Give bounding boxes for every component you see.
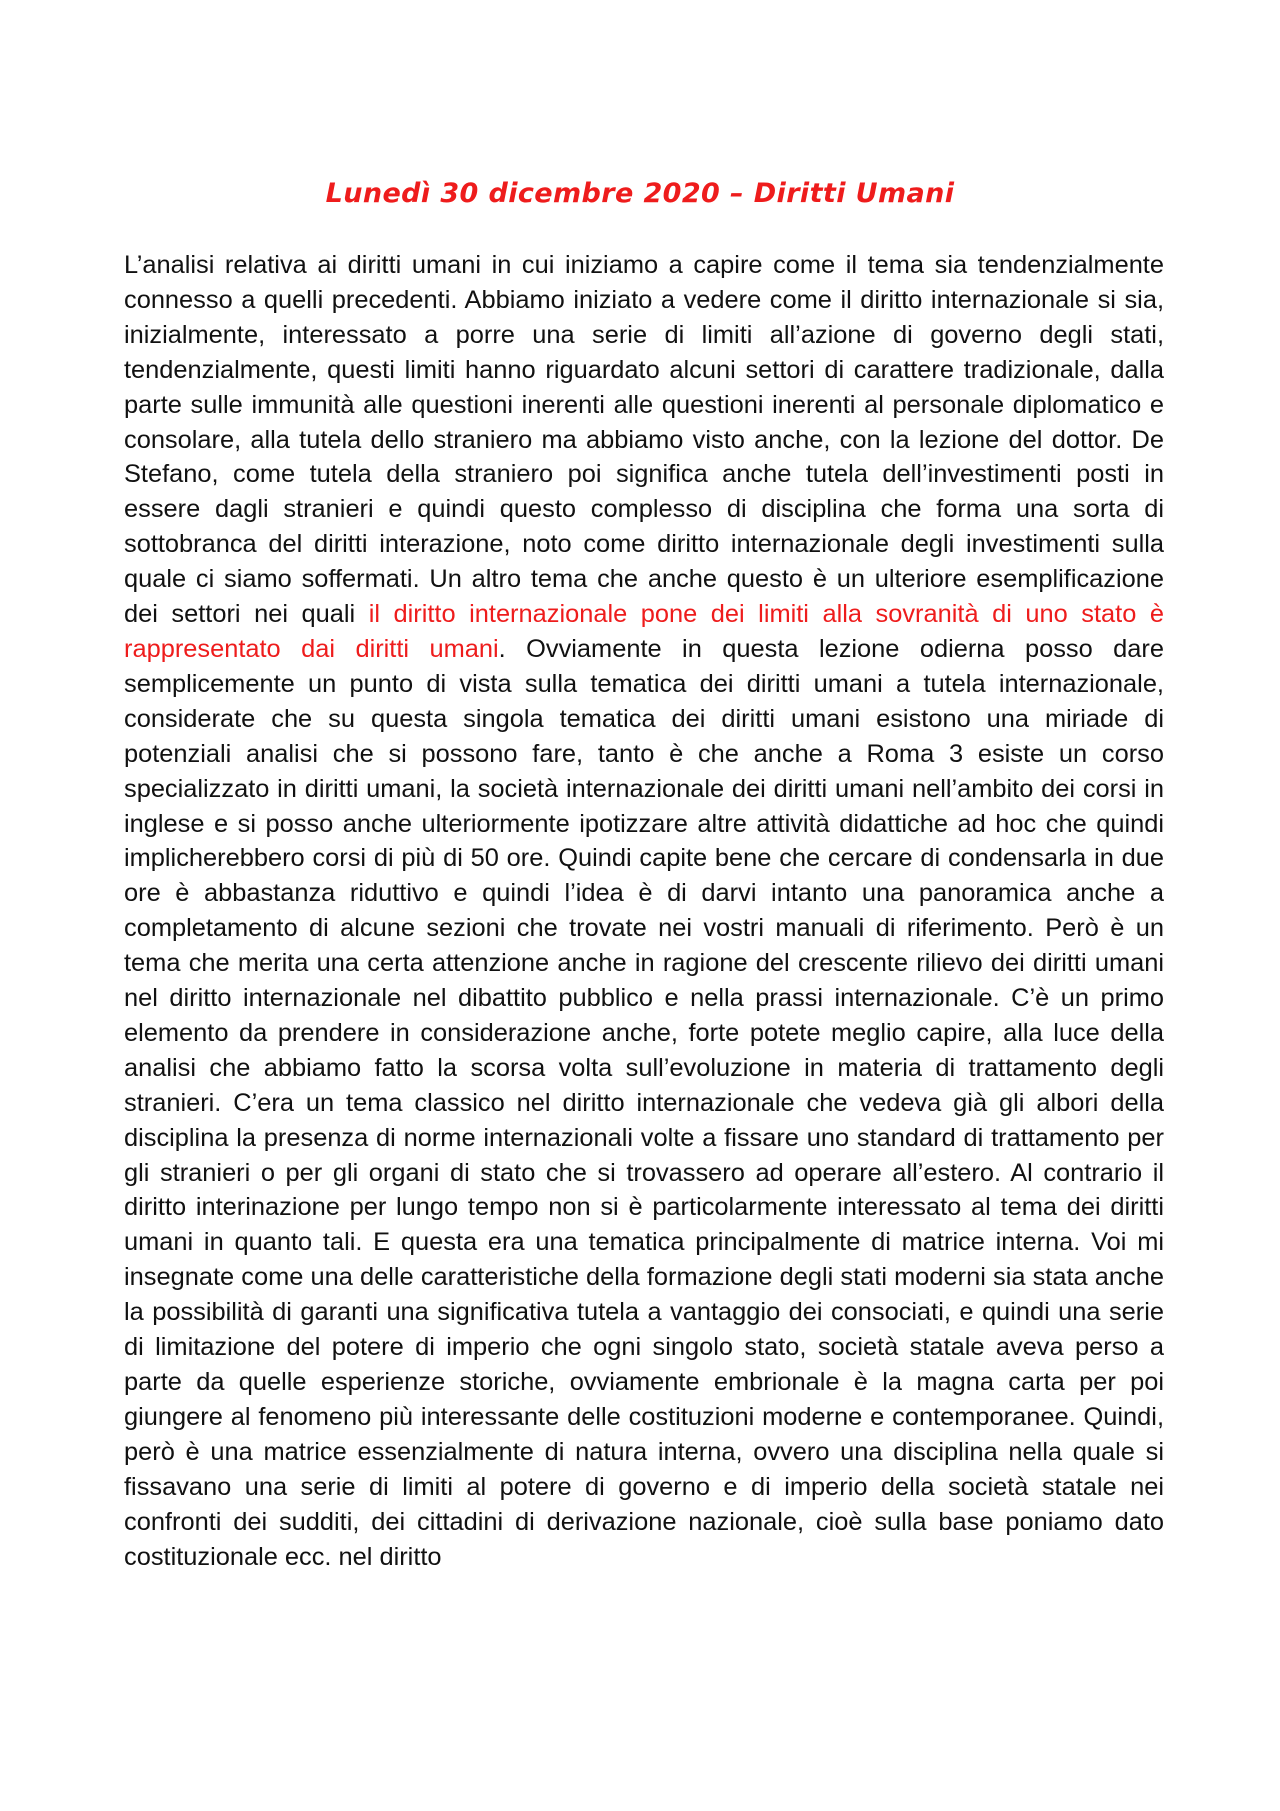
paragraph-text-end: . Ovviamente in questa lezione odierna posso dare semplicemente un punto di vista sulla tematica dei diritti umani a tutela internazionale, considerate che su questa singola tematica dei diritti umani esistono una miriade di potenziali analisi che si possono fare, tanto è che anche a Roma 3 esiste un corso specializzato in diritti umani, la società internazionale dei diritti umani nell’ambito dei corsi in inglese e si posso anche ulteriormente ipotizzare altre attività didattiche ad hoc che quindi implicherebbero corsi di più di 50 ore. Quindi capite bene che cercare di condensarla in due ore è abbastanza riduttivo e quindi l’idea è di darvi intanto una panoramica anche a completamento di alcune sezioni che trovate nei vostri manuali di riferimento. Però è un tema che merita una certa attenzione anche in ragione del crescente rilievo dei diritti umani nel diritto internazionale nel dibattito pubblico e nella prassi internazionale. C’è un primo elemento da prendere in considerazione anche, forte potete meglio capire, alla luce della analisi che abbiamo fatto la scorsa volta sull’evoluzione in materia di trattamento degli stranieri. C’era un tema classico nel diritto internazionale che vedeva già gli albori della disciplina la presenza di norme internazionali volte a fissare uno standard di trattamento per gli stranieri o per gli organi di stato che si trovassero ad operare all’estero. Al contrario il diritto interinazione per lungo tempo non si è particolarmente interessato al tema dei diritti umani in quanto tali. E questa era una tematica principalmente di matrice interna. Voi mi insegnate come una delle caratteristiche della formazione degli stati moderni sia stata anche la possibilità di garanti una significativa tutela a vantaggio dei consociati, e quindi una serie di limitazione del potere di imperio che ogni singolo stato, società statale aveva perso a parte da quelle esperienze storiche, ovviamente embrionale è la magna carta per poi giungere al fenomeno più interessante delle costituzioni moderne e contemporanee. Quindi, però è una matrice essenzialmente di natura interna, ovvero una disciplina nella quale si fissavano una serie di limiti al potere di governo e di imperio della società statale nei confronti dei sudditi, dei cittadini di derivazione nazionale, cioè sulla base poniamo dato costituzionale ecc. nel diritto xyxy=(124,634,1164,1571)
document-title: Lunedì 30 dicembre 2020 – Diritti Umani xyxy=(325,178,955,209)
highlighted-sentence: il diritto internazionale pone dei limiti alla sovranità di uno stato è rappresentato dai diritti umani xyxy=(124,600,1164,663)
paragraph-text-start: L’analisi relativa ai diritti umani in cui iniziamo a capire come il tema sia tendenzialmente connesso a quelli precedenti. Abbiamo iniziato a vedere come il diritto internazionale si sia, inizialmente, interessato a porre una serie di limiti all’azione di governo degli stati, tendenzialmente, questi limiti hanno riguardato alcuni settori di carattere tradizionale, dalla parte sulle immunità alle questioni inerenti alle questioni inerenti al personale diplomatico e consolare, alla tutela dello straniero ma abbiamo visto anche, con la lezione del dottor. De Stefano, come tutela della straniero poi significa anche tutela dell’investimenti posti in essere dagli stranieri e quindi questo complesso di disciplina che forma una sorta di sottobranca del diritti interazione, noto come diritto internazionale degli investimenti sulla quale ci siamo soffermati. Un altro tema che anche questo è un ulteriore esemplificazione dei settori nei quali xyxy=(124,251,1164,629)
body-paragraph xyxy=(124,248,1164,1574)
